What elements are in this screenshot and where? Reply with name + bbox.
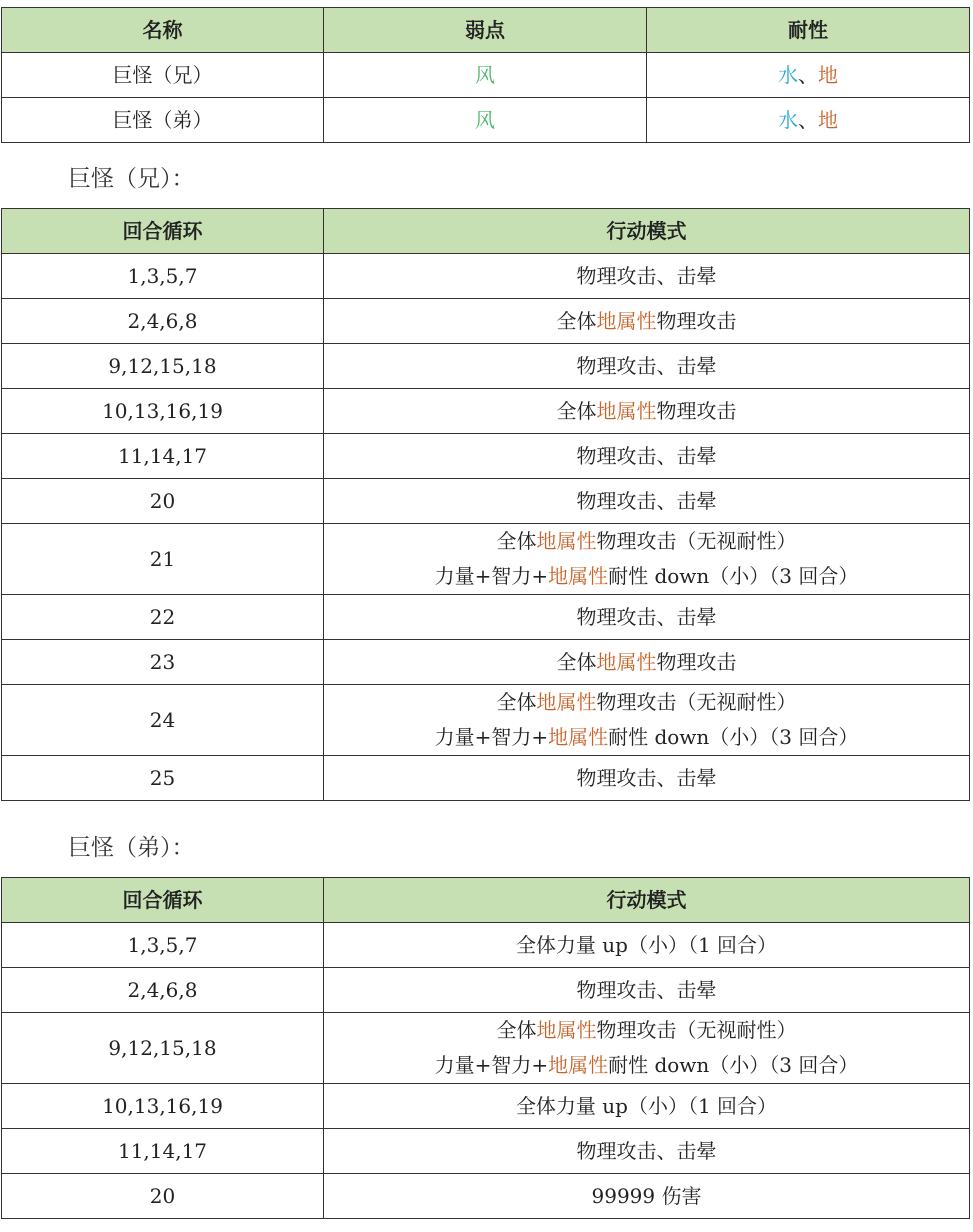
header-action-pattern: 行动模式 xyxy=(324,209,970,254)
action-line xyxy=(324,1013,969,1048)
turn-cycle-cell: 20 xyxy=(2,1174,324,1219)
action-row xyxy=(2,344,970,389)
action-text: 力量+智力+ xyxy=(434,1053,549,1077)
action-text: 耐性 down（小）（3 回合） xyxy=(608,725,859,749)
action-line xyxy=(324,600,969,635)
action-text: 物理攻击、击晕 xyxy=(576,353,717,378)
action-pattern-cell xyxy=(324,524,970,595)
action-line xyxy=(324,645,969,680)
action-line xyxy=(324,1179,969,1214)
action-text: 物理攻击、击晕 xyxy=(576,443,717,468)
action-text: 物理攻击 xyxy=(656,398,737,423)
action-row xyxy=(2,640,970,685)
turn-cycle-cell: 1,3,5,7 xyxy=(2,254,324,299)
resistance-earth: 地 xyxy=(818,107,838,132)
action-row xyxy=(2,434,970,479)
action-row xyxy=(2,254,970,299)
action-pattern-cell xyxy=(324,1174,970,1219)
earth-element-text: 地属性 xyxy=(596,649,657,674)
action-text: 全体 xyxy=(496,529,537,553)
monster-name: 巨怪（兄） xyxy=(2,53,324,98)
action-text: 力量+智力+ xyxy=(434,725,549,749)
header-name: 名称 xyxy=(2,8,324,53)
earth-element-text: 地属性 xyxy=(536,529,597,553)
action-text: 全体 xyxy=(556,398,597,423)
action-text: 物理攻击、击晕 xyxy=(576,263,717,288)
resistance-cell xyxy=(647,53,970,98)
brother-header-row xyxy=(2,209,970,254)
header-action-pattern: 行动模式 xyxy=(324,878,970,923)
header-resistance: 耐性 xyxy=(647,8,970,53)
action-line xyxy=(324,720,969,755)
action-text: 99999 伤害 xyxy=(591,1183,702,1208)
summary-header-row xyxy=(2,8,970,53)
action-line xyxy=(324,524,969,559)
action-line xyxy=(324,559,969,594)
turn-cycle-cell: 21 xyxy=(2,524,324,595)
turn-cycle-cell: 25 xyxy=(2,756,324,801)
turn-cycle-cell: 10,13,16,19 xyxy=(2,389,324,434)
weakness-cell xyxy=(324,98,647,143)
weakness-wind: 风 xyxy=(475,62,495,87)
action-pattern-cell xyxy=(324,344,970,389)
action-row xyxy=(2,923,970,968)
turn-cycle-cell: 22 xyxy=(2,595,324,640)
brother-caption: 巨怪（兄）： xyxy=(68,166,195,192)
action-row xyxy=(2,479,970,524)
earth-element-text: 地属性 xyxy=(536,690,597,714)
action-text: 物理攻击（无视耐性） xyxy=(596,690,797,714)
action-text: 物理攻击（无视耐性） xyxy=(596,1018,797,1042)
younger-table-body xyxy=(2,923,970,1219)
earth-element-text: 地属性 xyxy=(548,725,609,749)
action-row xyxy=(2,685,970,756)
turn-cycle-cell: 20 xyxy=(2,479,324,524)
action-line xyxy=(324,1048,969,1083)
action-pattern-cell xyxy=(324,756,970,801)
turn-cycle-cell: 9,12,15,18 xyxy=(2,344,324,389)
header-turn-cycle: 回合循环 xyxy=(2,878,324,923)
action-row xyxy=(2,756,970,801)
action-row xyxy=(2,1174,970,1219)
younger-header-row xyxy=(2,878,970,923)
action-line xyxy=(324,1134,969,1169)
action-text: 物理攻击 xyxy=(656,308,737,333)
summary-row xyxy=(2,98,970,143)
action-pattern-cell xyxy=(324,254,970,299)
monster-name: 巨怪（弟） xyxy=(2,98,324,143)
action-row xyxy=(2,1129,970,1174)
action-text: 耐性 down（小）（3 回合） xyxy=(608,564,859,588)
turn-cycle-cell: 2,4,6,8 xyxy=(2,299,324,344)
earth-element-text: 地属性 xyxy=(536,1018,597,1042)
action-pattern-cell xyxy=(324,299,970,344)
action-text: 全体 xyxy=(556,649,597,674)
turn-cycle-cell: 11,14,17 xyxy=(2,1129,324,1174)
action-text: 全体力量 up（小）（1 回合） xyxy=(515,932,778,957)
turn-cycle-cell: 23 xyxy=(2,640,324,685)
action-text: 物理攻击、击晕 xyxy=(576,604,717,629)
action-line xyxy=(324,484,969,519)
action-text: 物理攻击、击晕 xyxy=(576,1138,717,1163)
resistance-water: 水 xyxy=(778,107,798,132)
action-text: 耐性 down（小）（3 回合） xyxy=(608,1053,859,1077)
action-row xyxy=(2,1013,970,1084)
header-turn-cycle: 回合循环 xyxy=(2,209,324,254)
turn-cycle-cell: 24 xyxy=(2,685,324,756)
younger-caption: 巨怪（弟）： xyxy=(68,835,195,861)
action-text: 物理攻击（无视耐性） xyxy=(596,529,797,553)
action-line xyxy=(324,761,969,796)
action-text: 物理攻击、击晕 xyxy=(576,765,717,790)
action-row xyxy=(2,524,970,595)
action-line xyxy=(324,394,969,429)
action-pattern-cell xyxy=(324,923,970,968)
action-line xyxy=(324,1089,969,1124)
action-pattern-cell xyxy=(324,595,970,640)
action-line xyxy=(324,685,969,720)
header-weakness: 弱点 xyxy=(324,8,647,53)
resistance-earth: 地 xyxy=(818,62,838,87)
action-line xyxy=(324,973,969,1008)
action-pattern-cell xyxy=(324,968,970,1013)
action-row xyxy=(2,1084,970,1129)
action-pattern-cell xyxy=(324,434,970,479)
action-text: 全体 xyxy=(496,1018,537,1042)
action-pattern-cell xyxy=(324,479,970,524)
resistance-separator: 、 xyxy=(798,62,818,87)
action-pattern-cell xyxy=(324,1084,970,1129)
turn-cycle-cell: 2,4,6,8 xyxy=(2,968,324,1013)
action-text: 物理攻击、击晕 xyxy=(576,977,717,1002)
turn-cycle-cell: 9,12,15,18 xyxy=(2,1013,324,1084)
weakness-cell xyxy=(324,53,647,98)
resistance-water: 水 xyxy=(778,62,798,87)
action-line xyxy=(324,259,969,294)
summary-table xyxy=(1,7,970,143)
action-pattern-cell xyxy=(324,1129,970,1174)
action-row xyxy=(2,595,970,640)
turn-cycle-cell: 1,3,5,7 xyxy=(2,923,324,968)
action-text: 物理攻击、击晕 xyxy=(576,488,717,513)
summary-row xyxy=(2,53,970,98)
action-row xyxy=(2,299,970,344)
action-text: 物理攻击 xyxy=(656,649,737,674)
younger-table xyxy=(1,877,970,1219)
brother-table-body xyxy=(2,254,970,801)
action-pattern-cell xyxy=(324,640,970,685)
turn-cycle-cell: 11,14,17 xyxy=(2,434,324,479)
action-line xyxy=(324,439,969,474)
earth-element-text: 地属性 xyxy=(596,308,657,333)
weakness-wind: 风 xyxy=(475,107,495,132)
earth-element-text: 地属性 xyxy=(548,564,609,588)
brother-table xyxy=(1,208,970,801)
action-text: 力量+智力+ xyxy=(434,564,549,588)
resistance-separator: 、 xyxy=(798,107,818,132)
action-line xyxy=(324,928,969,963)
earth-element-text: 地属性 xyxy=(596,398,657,423)
action-text: 全体 xyxy=(556,308,597,333)
action-pattern-cell xyxy=(324,1013,970,1084)
resistance-cell xyxy=(647,98,970,143)
earth-element-text: 地属性 xyxy=(548,1053,609,1077)
action-pattern-cell xyxy=(324,389,970,434)
action-row xyxy=(2,389,970,434)
turn-cycle-cell: 10,13,16,19 xyxy=(2,1084,324,1129)
action-line xyxy=(324,349,969,384)
action-row xyxy=(2,968,970,1013)
action-text: 全体 xyxy=(496,690,537,714)
action-pattern-cell xyxy=(324,685,970,756)
action-text: 全体力量 up（小）（1 回合） xyxy=(515,1093,778,1118)
action-line xyxy=(324,304,969,339)
